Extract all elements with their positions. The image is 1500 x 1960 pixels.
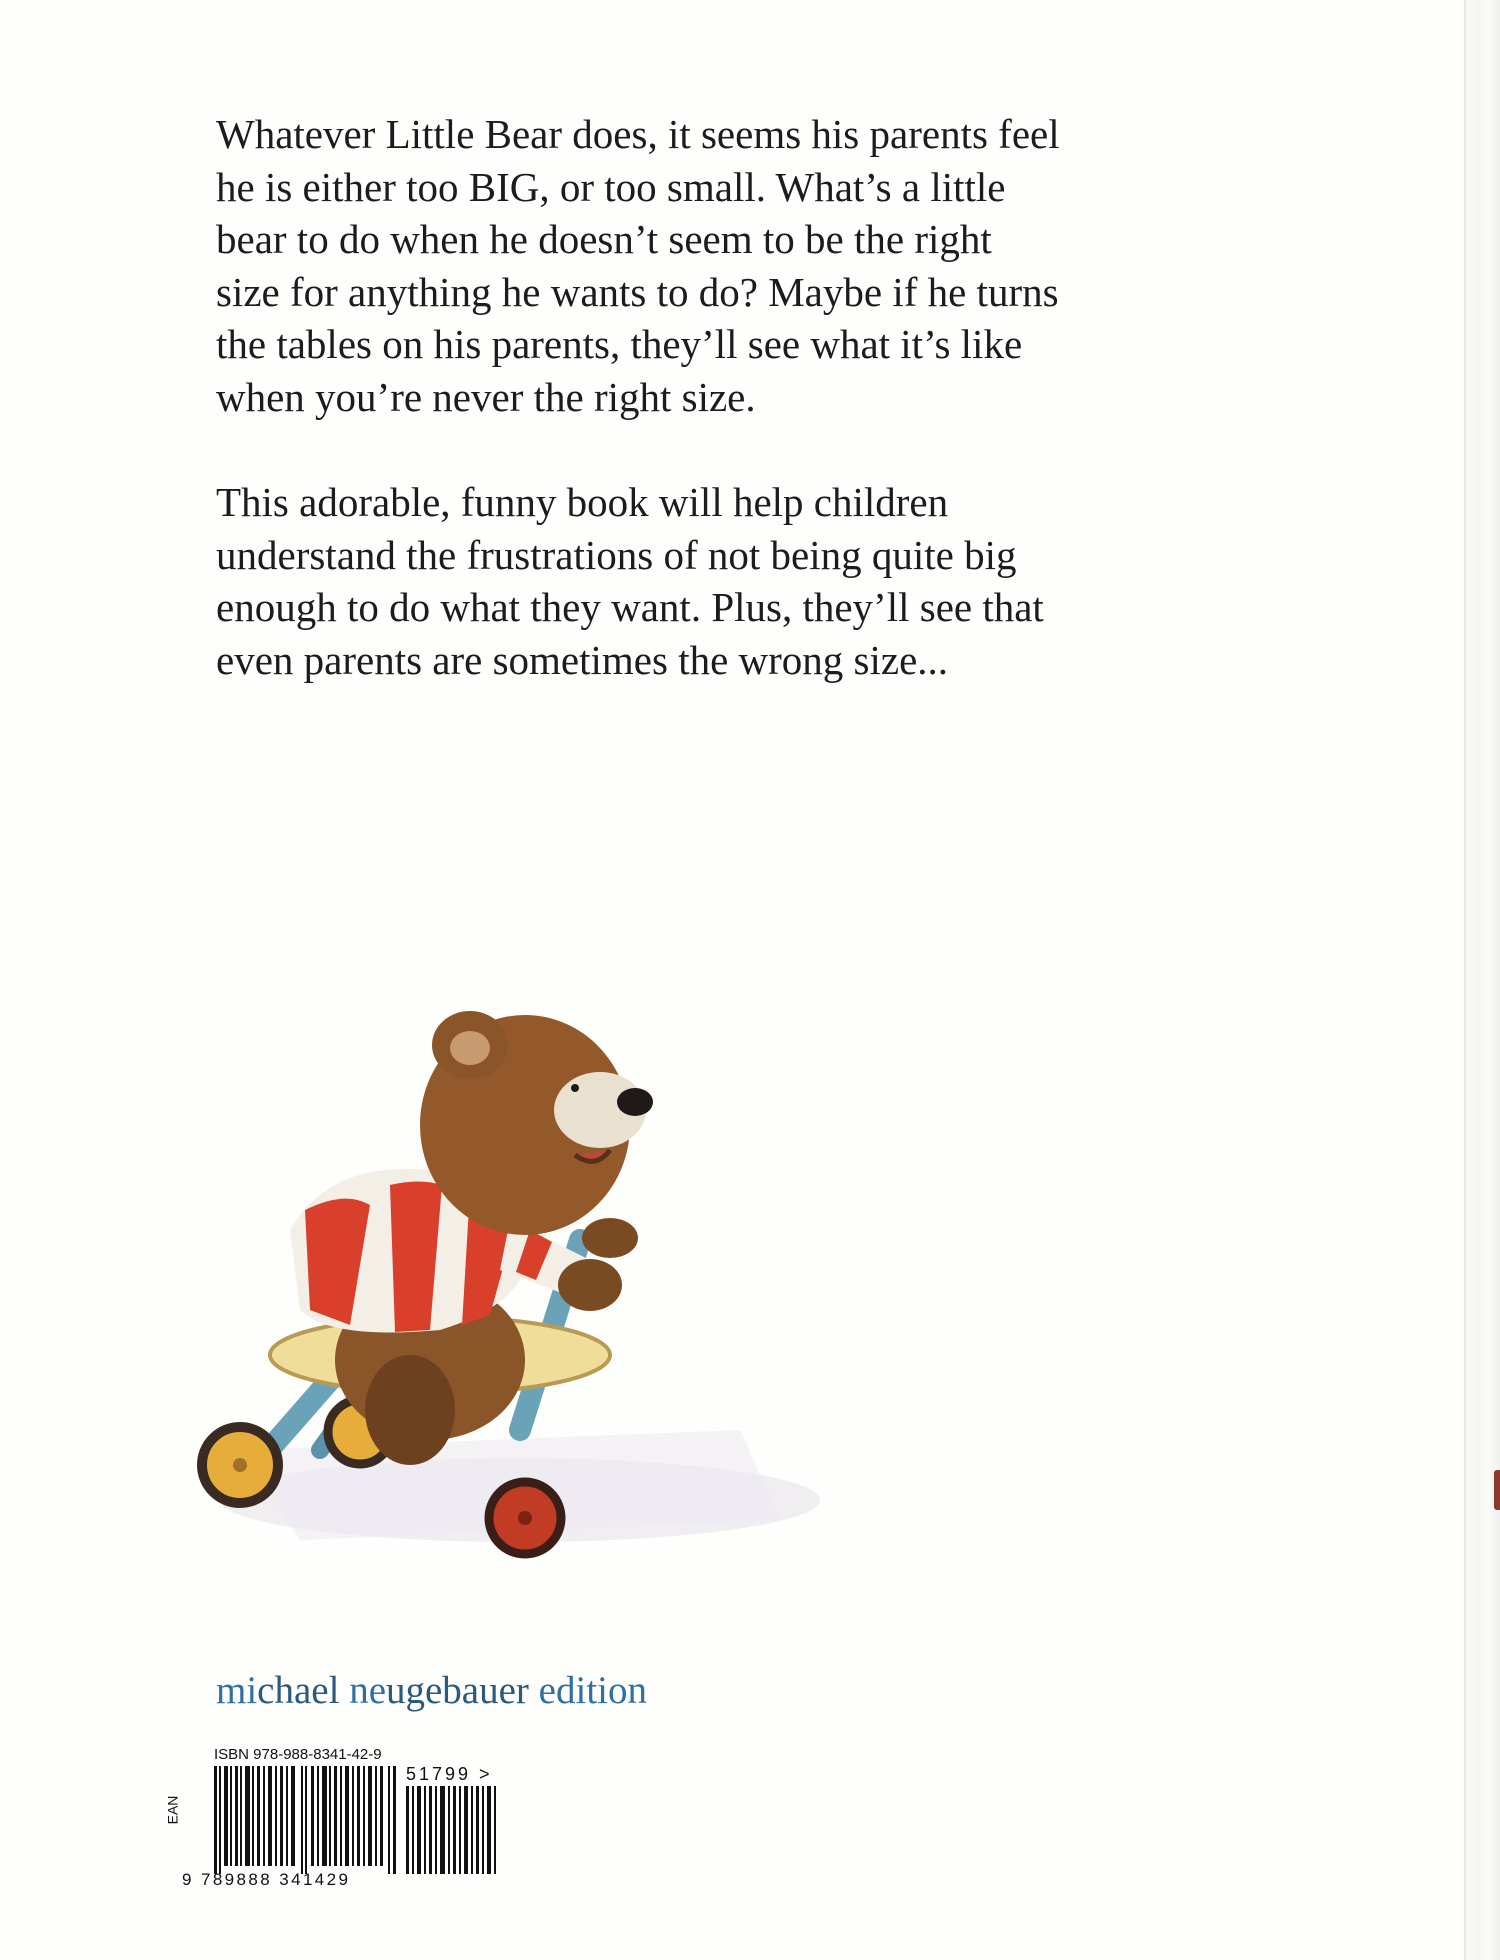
blurb-line: even parents are sometimes the wrong size... bbox=[216, 636, 949, 683]
publisher-highlight: mi bbox=[216, 1669, 258, 1712]
publisher-text: ugebauer bbox=[386, 1669, 539, 1712]
ean-digits: 9 789888 341429 bbox=[182, 1870, 351, 1889]
blurb-line: Whatever Little Bear does, it seems his parents feel bbox=[216, 111, 1060, 157]
publisher-highlight: edition bbox=[538, 1669, 647, 1712]
blurb-paragraph-1 bbox=[216, 108, 1216, 423]
publisher-imprint bbox=[216, 1668, 647, 1713]
ean-text: EAN bbox=[164, 1795, 181, 1825]
blurb-line: when you’re never the right size. bbox=[216, 373, 756, 420]
ribbon-mark bbox=[1494, 1470, 1500, 1510]
publisher-highlight: ne bbox=[349, 1669, 386, 1712]
isbn-label: ISBN 978-988-8341-42-9 bbox=[214, 1746, 382, 1763]
ean-label bbox=[164, 1782, 190, 1842]
blurb-line: understand the frustrations of not being quite big bbox=[216, 531, 1017, 578]
spine-edge bbox=[1460, 0, 1500, 1960]
addon-barcode bbox=[406, 1786, 498, 1874]
spine-crease bbox=[1464, 0, 1466, 1960]
price-addon-number: 51799 > bbox=[406, 1764, 493, 1784]
little-bear-tricycle-illustration bbox=[180, 980, 860, 1600]
blurb-line: size for anything he wants to do? Maybe if he turns bbox=[216, 268, 1059, 315]
ean-barcode bbox=[214, 1766, 399, 1874]
barcode-block bbox=[164, 1746, 510, 1896]
blurb-line: enough to do what they want. Plus, they’ll see that bbox=[216, 584, 1044, 630]
blurb-line: bear to do when he doesn’t seem to be the right bbox=[216, 216, 992, 262]
blurb-paragraph-2 bbox=[216, 476, 1216, 686]
blurb-line: he is either too BIG, or too small. What’s a little bbox=[216, 163, 1006, 210]
publisher-text: chael bbox=[257, 1669, 350, 1712]
blurb-line: the tables on his parents, they’ll see what it’s like bbox=[216, 321, 1023, 367]
blurb-line: This adorable, funny book will help children bbox=[216, 479, 949, 525]
